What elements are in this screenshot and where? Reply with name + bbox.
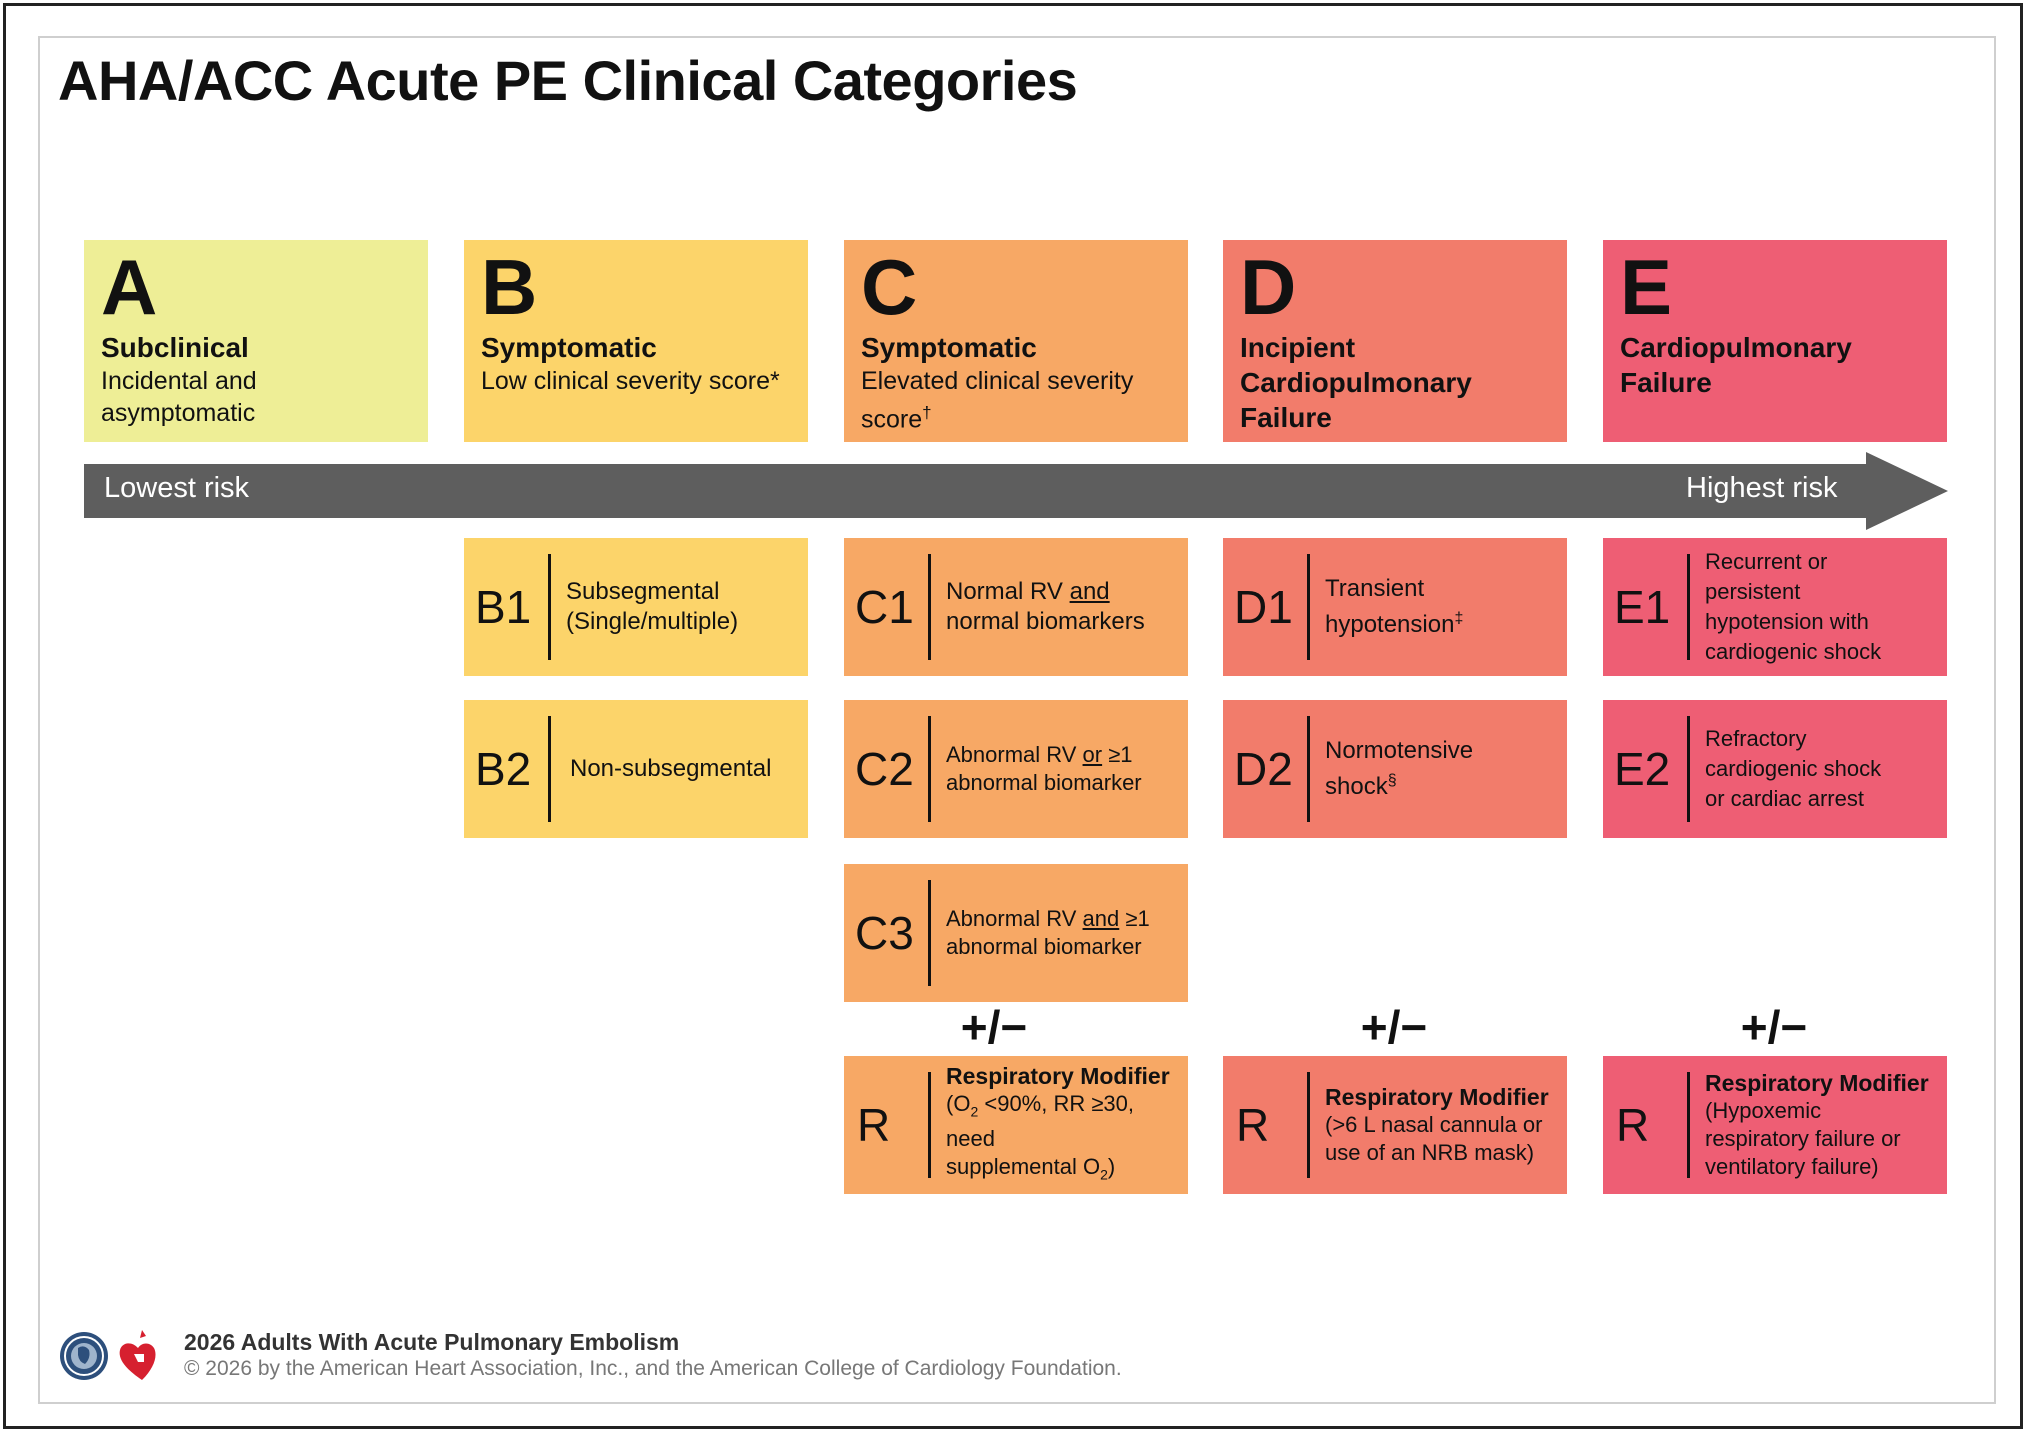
plus-minus-c: +/− (960, 1001, 1028, 1053)
respiratory-text (946, 1056, 1180, 1194)
subcategory-code: R (1616, 1099, 1650, 1151)
subcategory-text (1705, 538, 1939, 676)
text-part: shock (1325, 773, 1388, 800)
subcategory-text (570, 700, 800, 838)
subscript: 2 (970, 1103, 979, 1119)
category-desc-line: score (861, 405, 923, 434)
category-e-box (1603, 240, 1947, 442)
respiratory-line: ventilatory failure) (1705, 1154, 1879, 1179)
respiratory-title: Respiratory Modifier (946, 1062, 1170, 1089)
respiratory-line: respiratory failure or (1705, 1126, 1901, 1151)
subscript: 2 (1100, 1166, 1108, 1183)
subcategory-d2 (1223, 700, 1567, 838)
subcategory-line (1325, 766, 1559, 802)
divider-line (1307, 716, 1310, 822)
divider-line (1687, 554, 1690, 660)
text-part: ≥1 (1119, 906, 1150, 931)
subcategory-e2 (1603, 700, 1947, 838)
respiratory-text (1705, 1056, 1939, 1194)
divider-line (928, 880, 931, 986)
divider-line (1687, 716, 1690, 822)
subcategory-line: hypotension with (1705, 609, 1869, 634)
subcategory-c2 (844, 700, 1188, 838)
divider-line (548, 716, 551, 822)
subcategory-text (1325, 700, 1559, 838)
subcategory-line (946, 741, 1180, 769)
subcategory-line: cardiogenic shock (1705, 639, 1882, 664)
footer-copyright: © 2026 by the American Heart Association, Inc., and the American College of Cardiology Foundation. (184, 1357, 1122, 1380)
respiratory-line: (>6 L nasal cannula or (1325, 1112, 1543, 1137)
footnote-mark: * (770, 367, 780, 395)
risk-arrow (84, 452, 1948, 530)
respiratory-line: use of an NRB mask) (1325, 1140, 1535, 1165)
underlined-word: and (1069, 578, 1110, 605)
text-part: Abnormal RV (946, 742, 1083, 767)
lowest-risk-label: Lowest risk (104, 472, 250, 504)
footer-logos (58, 1328, 170, 1384)
category-desc (861, 397, 1172, 435)
underlined-word: or (1082, 742, 1103, 767)
subcategory-line: persistent (1705, 579, 1801, 604)
respiratory-modifier-e (1603, 1056, 1947, 1194)
subcategory-line: normal biomarkers (946, 608, 1145, 635)
category-letter: D (1240, 243, 1297, 331)
divider-line (1687, 1072, 1690, 1178)
subcategory-line (946, 577, 1180, 607)
subcategory-code: R (857, 1099, 891, 1151)
footnote-mark: ‡ (1454, 610, 1464, 627)
category-desc-line: Elevated clinical severity (861, 367, 1134, 395)
divider-line (1307, 554, 1310, 660)
subcategory-e1 (1603, 538, 1947, 676)
subcategory-code: R (1236, 1099, 1270, 1151)
subcategory-b2 (464, 700, 808, 838)
category-letter: E (1620, 243, 1673, 331)
text-part: (O (946, 1090, 971, 1116)
divider-line (928, 716, 931, 822)
subcategory-code: E2 (1614, 743, 1671, 795)
subcategory-code: D1 (1234, 581, 1293, 633)
subcategory-text (946, 538, 1180, 676)
subcategory-line: Subsegmental (566, 578, 720, 605)
subcategory-c1 (844, 538, 1188, 676)
divider-line (928, 1072, 931, 1178)
subcategory-line: Non-subsegmental (570, 755, 772, 782)
category-b-box (464, 240, 808, 442)
category-name: Symptomatic (481, 332, 657, 363)
respiratory-line: (Hypoxemic (1705, 1098, 1822, 1123)
footnote-mark: † (922, 403, 932, 422)
subcategory-code: B2 (475, 743, 532, 795)
subcategory-text (1325, 538, 1559, 676)
subcategory-text (1705, 700, 1939, 838)
respiratory-text (1325, 1056, 1559, 1194)
category-a-box (84, 240, 428, 442)
text-part: hypotension (1325, 611, 1455, 638)
subcategory-text (946, 700, 1180, 838)
category-d-box (1223, 240, 1567, 442)
footnote-mark: § (1387, 772, 1397, 789)
highest-risk-label: Highest risk (1686, 472, 1838, 504)
text-part: Abnormal RV (946, 906, 1083, 931)
subcategory-d1 (1223, 538, 1567, 676)
respiratory-title: Respiratory Modifier (1325, 1084, 1549, 1110)
acc-seal-icon (60, 1332, 108, 1380)
subcategory-code: C3 (855, 907, 914, 959)
text-part: <90%, RR ≥30, need (946, 1090, 1135, 1151)
plus-minus-e: +/− (1740, 1001, 1808, 1053)
category-letter: C (861, 243, 918, 331)
subcategory-code: E1 (1614, 581, 1671, 633)
page-title: AHA/ACC Acute PE Clinical Categories (58, 49, 1078, 112)
subcategory-line: Refractory (1705, 726, 1807, 751)
aha-heart-icon (120, 1330, 156, 1380)
subcategory-code: C2 (855, 743, 914, 795)
subcategory-line: abnormal biomarker (946, 770, 1142, 795)
footer-title: 2026 Adults With Acute Pulmonary Embolism (184, 1329, 680, 1355)
subcategory-line: or cardiac arrest (1705, 786, 1864, 811)
subcategory-line: Normotensive (1325, 737, 1474, 764)
category-name: Symptomatic (861, 332, 1037, 363)
respiratory-modifier-d (1223, 1056, 1567, 1194)
respiratory-line (946, 1090, 1180, 1153)
category-name-line: Failure (1240, 402, 1332, 433)
category-letter: A (101, 243, 158, 331)
category-c-box (844, 240, 1188, 442)
text-part: Normal RV (946, 578, 1070, 605)
text-part: ) (1107, 1154, 1116, 1179)
underlined-word: and (1082, 906, 1120, 931)
category-desc-line: asymptomatic (101, 399, 256, 427)
subcategory-text (946, 864, 1180, 1002)
respiratory-title: Respiratory Modifier (1705, 1070, 1929, 1096)
subcategory-line: Transient (1325, 575, 1425, 602)
subcategory-code: D2 (1234, 743, 1293, 795)
subcategory-code: C1 (855, 581, 914, 633)
divider-line (928, 554, 931, 660)
category-name-line: Failure (1620, 367, 1712, 398)
subcategory-c3 (844, 864, 1188, 1002)
subcategory-line (946, 905, 1180, 933)
divider-line (1307, 1072, 1310, 1178)
subcategory-line: Recurrent or (1705, 549, 1828, 574)
category-desc-line: Low clinical severity score (481, 367, 770, 395)
divider-line (548, 554, 551, 660)
subcategory-line: (Single/multiple) (566, 608, 739, 635)
subcategory-line: cardiogenic shock (1705, 756, 1882, 781)
category-desc (481, 365, 792, 397)
arrow-shape (84, 452, 1948, 530)
category-name-line: Cardiopulmonary (1620, 332, 1852, 363)
subcategory-code: B1 (475, 581, 532, 633)
subcategory-b1 (464, 538, 808, 676)
text-part: ≥1 (1102, 742, 1133, 767)
subcategory-text (566, 538, 800, 676)
category-desc-line: Incidental and (101, 367, 257, 395)
subcategory-line: abnormal biomarker (946, 934, 1142, 959)
respiratory-line (946, 1153, 1180, 1188)
subcategory-line (1325, 604, 1559, 640)
category-name: Subclinical (101, 332, 249, 363)
text-part: supplemental O (946, 1154, 1101, 1179)
category-name-line: Cardiopulmonary (1240, 367, 1472, 398)
category-name-line: Incipient (1240, 332, 1356, 363)
plus-minus-d: +/− (1360, 1001, 1428, 1053)
respiratory-modifier-c (844, 1056, 1188, 1194)
category-letter: B (481, 243, 538, 331)
